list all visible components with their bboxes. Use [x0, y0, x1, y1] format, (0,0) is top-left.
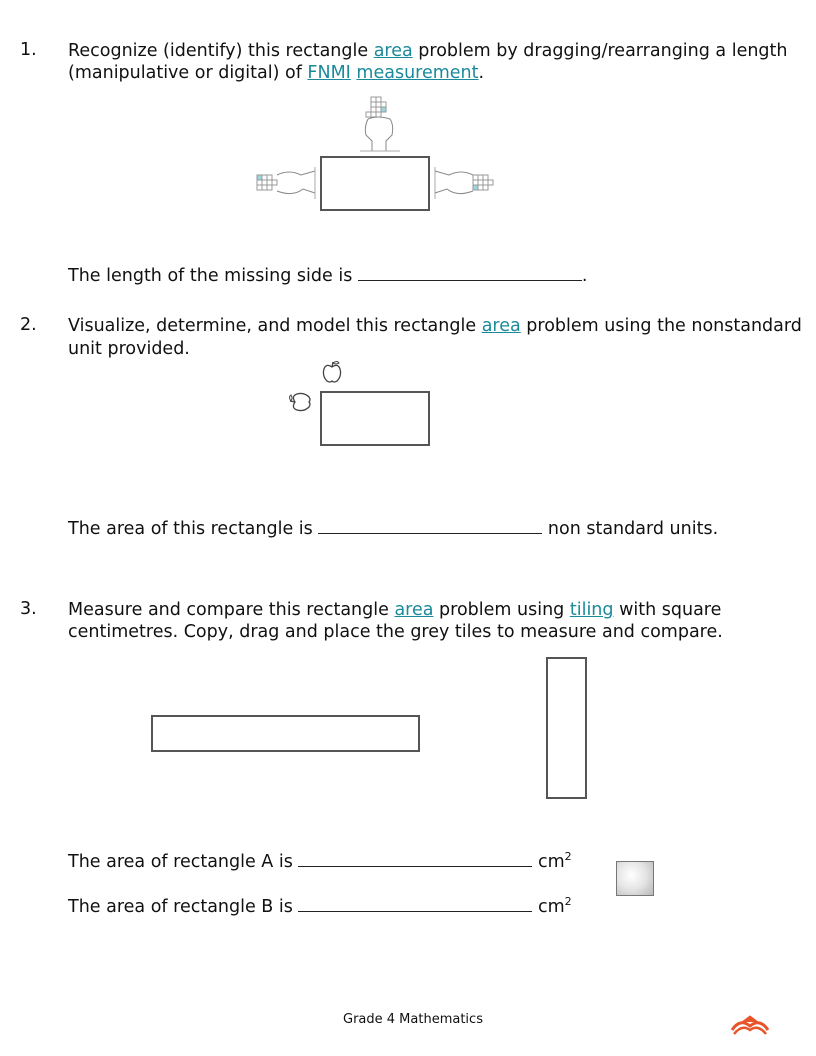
q3-line2: centimetres. Copy, drag and place the grey tiles to measure and compare. — [68, 622, 723, 642]
q2-line2: unit provided. — [68, 339, 190, 359]
q2-number: 2. — [20, 315, 37, 335]
q3-answer-b: The area of rectangle B is $cm^2$ — [68, 895, 572, 917]
area-link[interactable]: area — [373, 41, 413, 61]
q1-rectangle — [320, 156, 430, 211]
hand-span-icon[interactable] — [358, 93, 404, 153]
q2-answer-blank[interactable] — [318, 517, 542, 534]
area-link[interactable]: area — [481, 316, 521, 336]
rect-a-area-blank[interactable] — [298, 850, 532, 867]
rectangle-a — [151, 715, 420, 752]
apple-icon[interactable] — [288, 391, 312, 413]
apple-icon[interactable] — [321, 360, 343, 384]
tiling-link[interactable]: tiling — [569, 600, 614, 620]
q1-number: 1. — [20, 40, 37, 60]
grey-square-tile[interactable] — [616, 861, 654, 896]
q3-number: 3. — [20, 599, 37, 619]
area-link[interactable]: area — [394, 600, 434, 620]
hand-span-icon[interactable] — [253, 163, 319, 203]
q2-rectangle — [320, 391, 430, 446]
q1-answer-line: The length of the missing side is . — [68, 266, 588, 286]
fnmi-link[interactable]: FNMI — [307, 63, 351, 83]
q1-line2: (manipulative or digital) of FNMI measurement. — [68, 63, 485, 83]
book-logo-icon — [730, 1012, 770, 1036]
measurement-link[interactable]: measurement — [356, 63, 479, 83]
hand-span-icon[interactable] — [431, 163, 497, 203]
q3-line1: Measure and compare this rectangle area problem using tiling with square — [68, 600, 722, 620]
q3-answer-a: The area of rectangle A is $cm^2$ — [68, 850, 572, 872]
rectangle-b — [546, 657, 587, 799]
q2-line1: Visualize, determine, and model this rectangle area problem using the nonstandard — [68, 316, 802, 336]
footer-text: Grade 4 Mathematics — [343, 1012, 483, 1027]
q2-answer-line: The area of this rectangle is non standard units. — [68, 519, 719, 539]
rect-b-area-blank[interactable] — [298, 895, 532, 912]
q1-line1: Recognize (identify) this rectangle area problem by dragging/rearranging a length — [68, 41, 788, 61]
q1-answer-blank[interactable] — [358, 264, 582, 281]
